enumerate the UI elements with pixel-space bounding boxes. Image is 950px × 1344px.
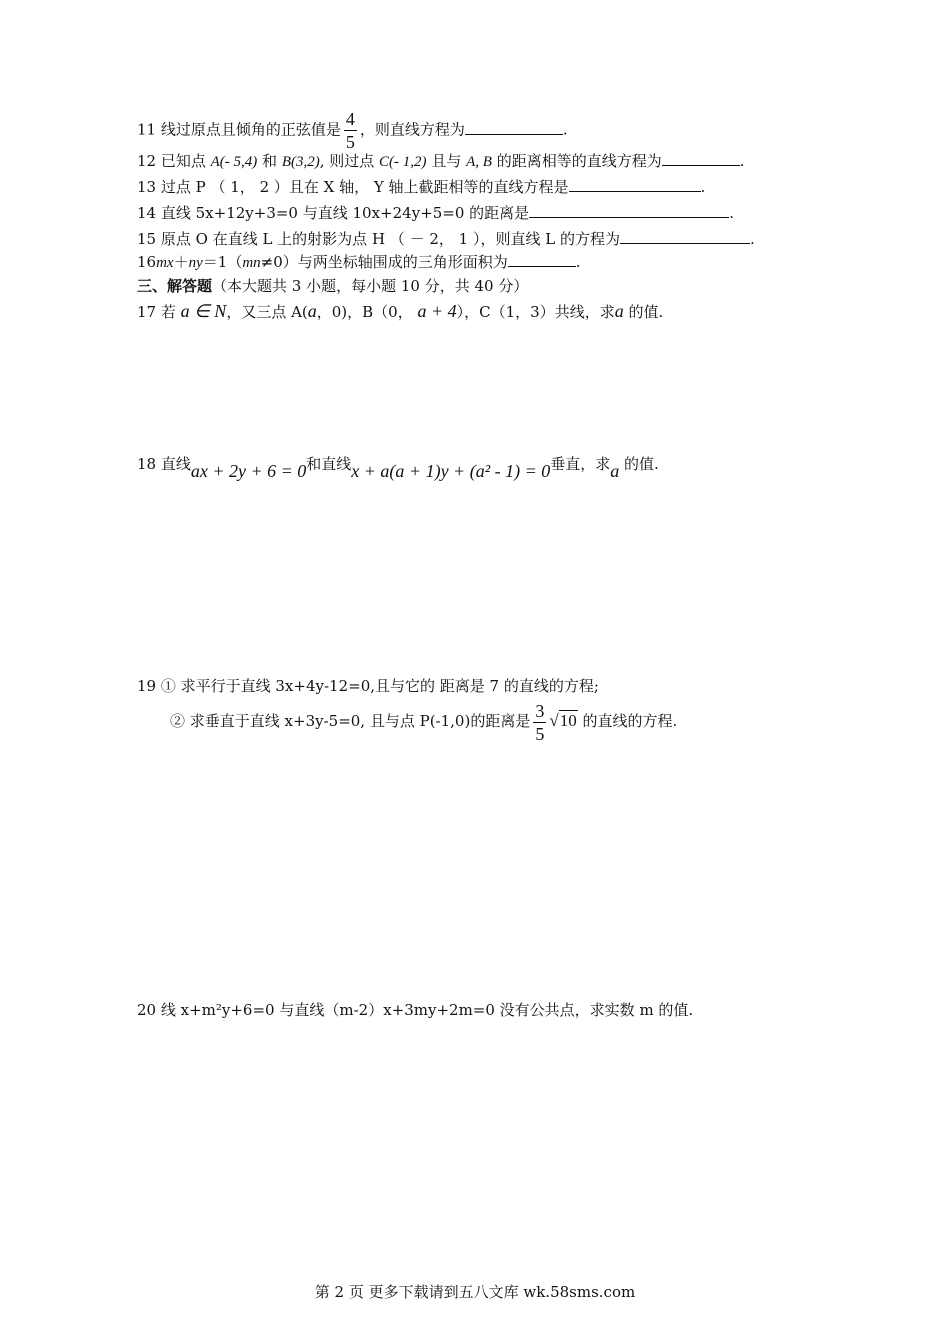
- section-3-heading: [137, 276, 528, 296]
- answer-blank[interactable]: [620, 229, 750, 244]
- question-18: 18 直线ax + 2y + 6 = 0和直线x + a(a + 1)y + (a² - 1) = 0垂直，求a 的值.: [137, 455, 659, 481]
- answer-blank[interactable]: [569, 177, 701, 192]
- question-20: 20 线 x+m²y+6=0 与直线（m-2）x+3my+2m=0 没有公共点，求实数 m 的值.: [137, 1001, 694, 1019]
- sqrt-symbol: √10: [549, 711, 577, 730]
- answer-blank[interactable]: [529, 203, 729, 218]
- equation-2: x + a(a + 1)y + (a² - 1) = 0: [351, 461, 551, 481]
- question-16: 16mx＋ny＝1（mn≠0）与两坐标轴围成的三角形面积为 .: [137, 253, 581, 271]
- question-19-part2: ② 求垂直于直线 x+3y-5=0, 且与点 P(-1,0)的距离是 $\frac{3}{5}$ √10 的直线的方程.: [170, 700, 678, 744]
- answer-blank[interactable]: [662, 151, 740, 166]
- question-17: 17 若 a ∈ N，又三点 A(a，0)，B（0， a + 4），C（1，3）共线，求a 的值.: [137, 301, 664, 321]
- equation-1: ax + 2y + 6 = 0: [190, 461, 307, 481]
- q11-fraction: $\frac{4}{5}$: [345, 109, 355, 152]
- page-footer: 第 2 页 更多下载请到五八文库 wk.58sms.com: [314, 1283, 636, 1301]
- question-11: 11 线过原点且倾角的正弦值是 $\frac{4}{5}$ ，则直线方程为 .: [137, 109, 568, 152]
- question-13: 13 过点 P （ 1， 2 ）且在 X 轴， Y 轴上截距相等的直线方程是 .: [137, 178, 706, 196]
- q19-fraction: $\frac{3}{5}$: [535, 700, 545, 744]
- answer-blank[interactable]: [465, 120, 563, 135]
- section-note: （本大题共 3 小题，每小题 10 分，共 40 分）: [212, 277, 529, 295]
- question-15: 15 原点 O 在直线 L 上的射影为点 H （ － 2， 1 ），则直线 L 的方程为 .: [137, 230, 755, 248]
- q11-text: 11 线过原点且倾角的正弦值是: [137, 120, 341, 139]
- question-12: 12 已知点 A(- 5,4) 和 B(3,2), 则过点 C(- 1,2) 且与 A, B 的距离相等的直线方程为 .: [137, 152, 745, 170]
- question-14: 14 直线 5x+12y+3=0 与直线 10x+24y+5=0 的距离是 .: [137, 204, 734, 222]
- answer-blank[interactable]: [508, 252, 576, 267]
- question-19-part1: 19 ① 求平行于直线 3x+4y-12=0,且与它的 距离是 7 的直线的方程;: [137, 677, 599, 695]
- section-title: 三、解答题: [137, 277, 213, 295]
